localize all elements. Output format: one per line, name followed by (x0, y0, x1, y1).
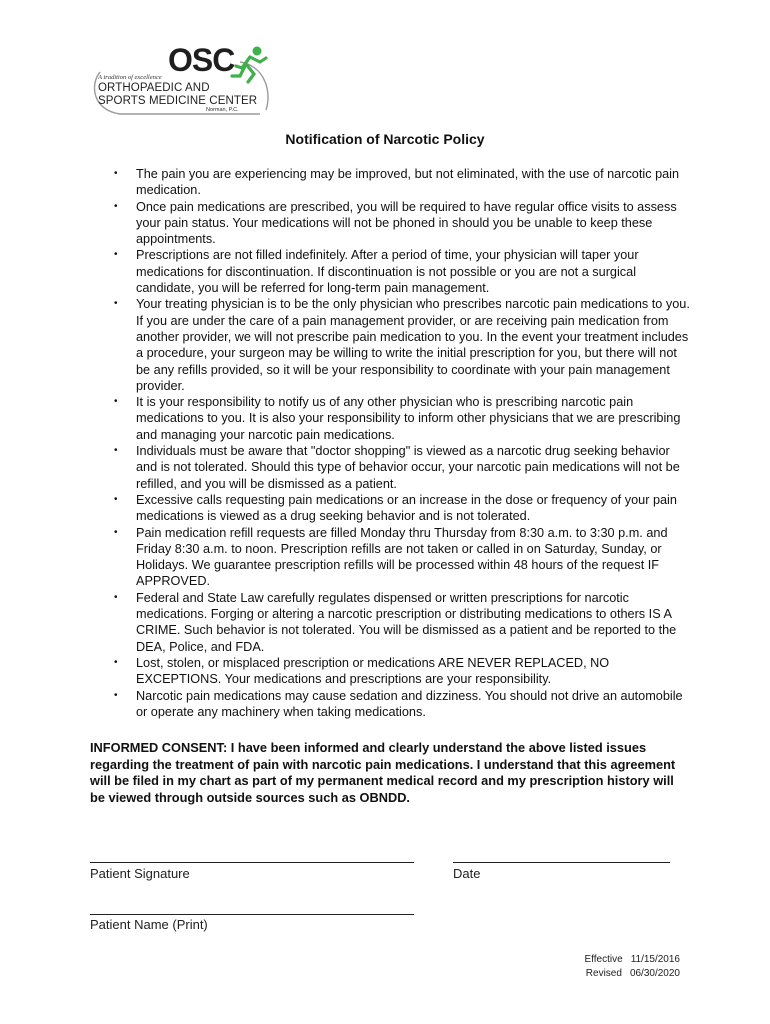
policy-item (90, 492, 690, 525)
policy-item-text: Federal and State Law carefully regulates dispensed or written prescriptions for narcotic medications. Forging or altering a narcotic prescription or distributing medications to others IS A CRIME. Such behavior is not tolerated. You will be dismissed as a patient and be reported to the DEA, Police, and FDA. (136, 590, 677, 654)
bullet-icon: • (114, 493, 118, 505)
bullet-icon: • (114, 445, 118, 457)
patient-signature-label: Patient Signature (90, 866, 190, 881)
policy-item-text: It is your responsibility to notify us of any other physician who is prescribing narcotic pain medications to you. It is also your responsibility to inform other physicians that we are prescribing and managing your narcotic pain medications. (136, 395, 681, 442)
effective-date: 11/15/2016 (630, 954, 680, 965)
date-label: Date (453, 866, 481, 881)
policy-item-text: Narcotic pain medications may cause sedation and dizziness. You should not drive an automobile or operate any machinery when taking medications. (136, 688, 683, 719)
informed-consent: INFORMED CONSENT: I have been informed and clearly understand the above listed issues regarding the treatment of pain with narcotic pain medications. I understand that this agreement will be filed in my chart as part of my permanent medical record and my prescription history will be viewed through outside sources such as OBNDD. (90, 740, 676, 805)
policy-item-text: Excessive calls requesting pain medications or an increase in the dose or frequency of your pain medications is viewed as a drug seeking behavior and is not tolerated. (136, 492, 677, 524)
bullet-icon: • (114, 689, 118, 701)
effective-label: Effective (584, 954, 623, 965)
effective-row (585, 953, 680, 967)
logo-name-line1: ORTHOPAEDIC AND (98, 82, 210, 94)
logo-brand: OSC (168, 42, 235, 78)
policy-item-text: Once pain medications are prescribed, you will be required to have regular office visits to assess your pain status. Your medications will not be phoned in should you be unable to keep these appointments. (136, 199, 677, 247)
date-line[interactable] (453, 862, 670, 863)
policy-item (90, 655, 690, 688)
bullet-icon: • (114, 591, 118, 603)
policy-item (90, 525, 690, 590)
policy-item (90, 247, 690, 296)
patient-signature-line[interactable] (90, 862, 414, 863)
policy-item (90, 296, 690, 394)
logo-name-line2: SPORTS MEDICINE CENTER (98, 95, 258, 107)
policy-item-text: Lost, stolen, or misplaced prescription or medications ARE NEVER REPLACED, NO EXCEPTIONS. Your medications and prescriptions are your responsibility. (136, 655, 610, 687)
policy-item (90, 443, 690, 492)
bullet-icon: • (114, 656, 118, 668)
policy-item (90, 688, 690, 721)
patient-name-label: Patient Name (Print) (90, 917, 208, 932)
bullet-icon: • (114, 298, 118, 310)
bullet-icon: • (114, 396, 118, 408)
page-title: Notification of Narcotic Policy (285, 131, 485, 147)
policy-item-text: Individuals must be aware that "doctor shopping" is viewed as a narcotic drug seeking behavior and is not tolerated. Should this type of behavior occur, your narcotic pain medications will not be refilled, and you will be dismissed as a patient. (136, 444, 680, 491)
policy-item-text: Your treating physician is to be the only physician who prescribes narcotic pain medications to you. If you are under the care of a pain management provider, or are receiving pain medication from another provider, we will not prescribe pain medication to you. In the event your treatment includes a procedure, your surgeon may be willing to write the initial prescription for you, but there will not be any refills provided, so it will be your responsibility to coordinate with your pain management provider. (136, 297, 690, 393)
policy-item (90, 166, 690, 199)
policy-item (90, 590, 690, 655)
policy-item-text: Pain medication refill requests are filled Monday thru Thursday from 8:30 a.m. to 3:30 p.m. and Friday 8:30 a.m. to noon. Prescription refills are not taken or called in on Saturday, Sunday, or Holidays. We guarantee prescription refills will be processed within 48 hours of the request IF APPROVED. (136, 525, 668, 589)
company-logo (90, 44, 270, 118)
revised-date: 06/30/2020 (629, 968, 680, 979)
policy-item-text: Prescriptions are not filled indefinitely. After a period of time, your physician will taper your medications for discontinuation. If discontinuation is not possible or you are not a surgical candidate, you will be referred for long-term pain management. (136, 248, 639, 296)
bullet-icon: • (114, 526, 118, 538)
policy-item (90, 394, 690, 443)
policy-item-text: The pain you are experiencing may be improved, but not eliminated, with the use of narcotic pain medication. (136, 167, 680, 198)
bullet-icon: • (114, 200, 118, 212)
revised-row (585, 967, 680, 981)
policy-list (90, 166, 690, 720)
revision-footer (585, 953, 680, 981)
bullet-icon: • (114, 168, 118, 179)
bullet-icon: • (114, 249, 118, 261)
revised-label: Revised (585, 968, 622, 979)
logo-tagline: A tradition of excellence (98, 74, 162, 81)
logo-suffix: Norman, P.C. (206, 107, 239, 113)
policy-item (90, 199, 690, 248)
patient-name-line[interactable] (90, 914, 414, 915)
